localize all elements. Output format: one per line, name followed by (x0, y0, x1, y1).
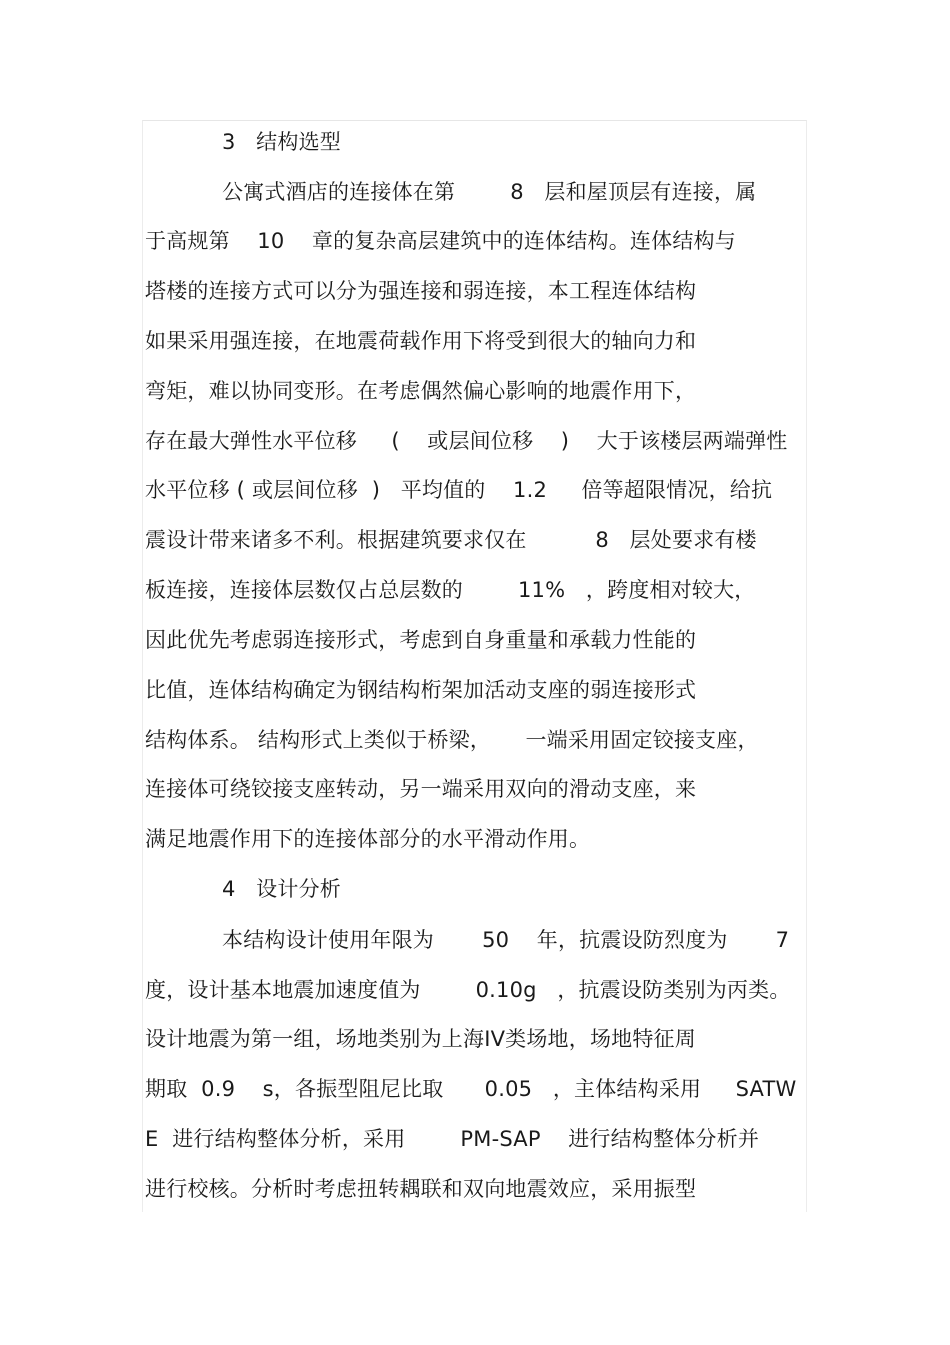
paragraph-line: 弯矩，难以协同变形。在考虑偶然偏心影响的地震作用下， (145, 379, 697, 403)
paragraph-line: 期取 0.9 s，各振型阻尼比取 0.05 ，主体结构采用 SATW (145, 1077, 797, 1101)
paragraph-line: 结构体系。 结构形式上类似于桥梁， 一端采用固定铰接支座， (145, 728, 759, 752)
paragraph-line: 公寓式酒店的连接体在第 8 层和屋顶层有连接，属 (222, 180, 757, 204)
paragraph-line: 存在最大弹性水平位移 ( 或层间位移 ) 大于该楼层两端弹性 (145, 429, 788, 453)
section-heading: 3 结构选型 (222, 130, 341, 154)
paragraph-line: 比值，连体结构确定为钢结构桁架加活动支座的弱连接形式 (145, 678, 697, 702)
paragraph-line: 如果采用强连接，在地震荷载作用下将受到很大的轴向力和 (145, 329, 697, 353)
paragraph-line: 因此优先考虑弱连接形式，考虑到自身重量和承载力性能的 (145, 628, 697, 652)
paragraph-line: E 进行结构整体分析，采用 PM-SAP 进行结构整体分析并 (145, 1127, 760, 1151)
paragraph-line: 本结构设计使用年限为 50 年，抗震设防烈度为 7 (222, 928, 790, 952)
paragraph-line: 进行校核。分析时考虑扭转耦联和双向地震效应，采用振型 (145, 1177, 697, 1201)
paragraph-line: 设计地震为第一组，场地类别为上海IV类场地，场地特征周 (145, 1027, 696, 1051)
paragraph-line: 满足地震作用下的连接体部分的水平滑动作用。 (145, 827, 591, 851)
section-heading: 4 设计分析 (222, 877, 341, 901)
paragraph-line: 于高规第 10 章的复杂高层建筑中的连体结构。连体结构与 (145, 229, 736, 253)
paragraph-line: 塔楼的连接方式可以分为强连接和弱连接，本工程连体结构 (145, 279, 697, 303)
paragraph-line: 连接体可绕铰接支座转动，另一端采用双向的滑动支座，来 (145, 777, 697, 801)
paragraph-line: 度，设计基本地震加速度值为 0.10g ，抗震设防类别为丙类。 (145, 978, 791, 1002)
paragraph-line: 水平位移 ( 或层间位移 ) 平均值的 1.2 倍等超限情况，给抗 (145, 478, 773, 502)
paragraph-line: 板连接，连接体层数仅占总层数的 11% ，跨度相对较大， (145, 578, 756, 602)
paragraph-line: 震设计带来诸多不利。根据建筑要求仅在 8 层处要求有楼 (145, 528, 757, 552)
